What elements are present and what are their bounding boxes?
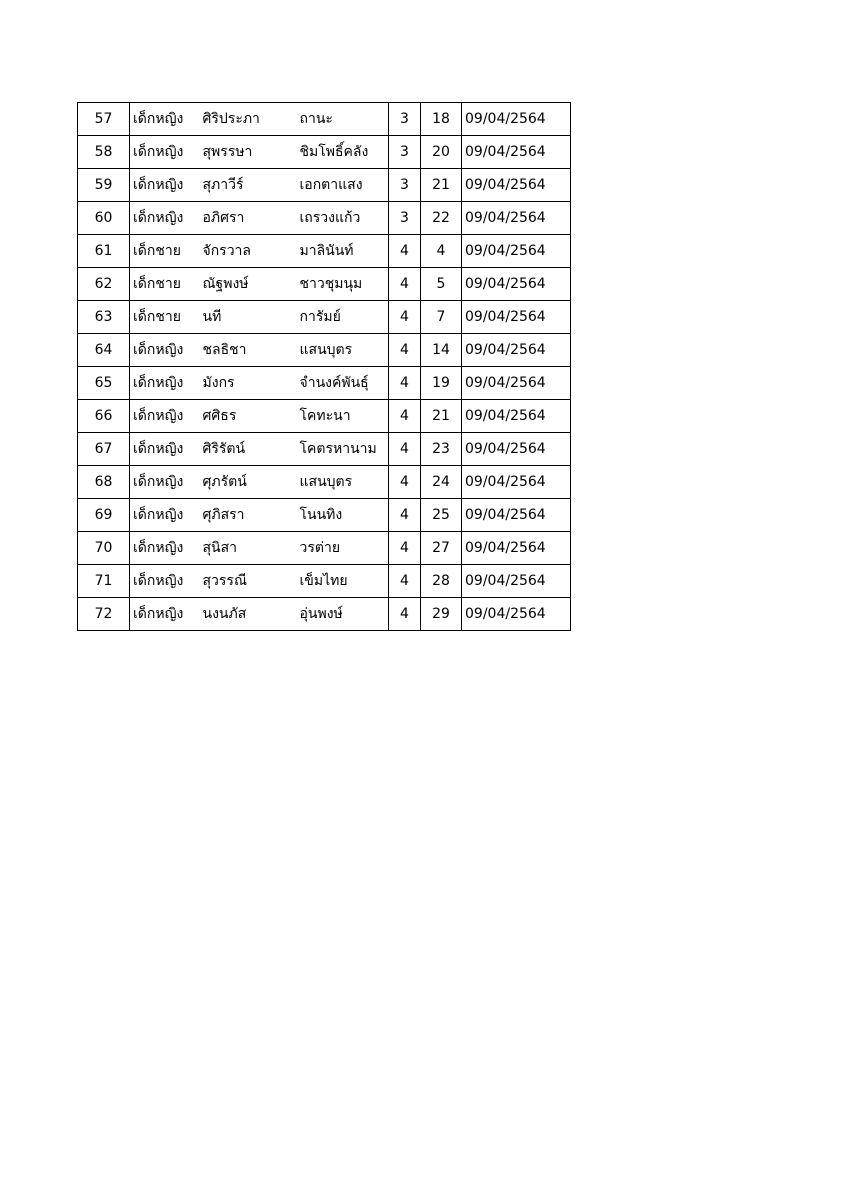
room-cell: 19 (421, 367, 462, 400)
date-cell: 09/04/2564 (462, 301, 571, 334)
first-name-cell: สุนิสา (200, 532, 298, 565)
date-cell: 09/04/2564 (462, 433, 571, 466)
room-cell: 23 (421, 433, 462, 466)
table-row (78, 268, 571, 301)
row-number-cell: 58 (78, 136, 130, 169)
row-number-cell: 71 (78, 565, 130, 598)
grade-cell: 4 (389, 466, 421, 499)
table-row (78, 136, 571, 169)
grade-cell: 4 (389, 367, 421, 400)
grade-cell: 4 (389, 532, 421, 565)
row-number-cell: 72 (78, 598, 130, 631)
date-cell: 09/04/2564 (462, 169, 571, 202)
table-row (78, 598, 571, 631)
first-name-cell: ศศิธร (200, 400, 298, 433)
title-cell: เด็กหญิง (130, 466, 200, 499)
room-cell: 4 (421, 235, 462, 268)
date-cell: 09/04/2564 (462, 334, 571, 367)
row-number-cell: 70 (78, 532, 130, 565)
table-row (78, 103, 571, 136)
date-cell: 09/04/2564 (462, 202, 571, 235)
title-cell: เด็กหญิง (130, 103, 200, 136)
title-cell: เด็กหญิง (130, 598, 200, 631)
date-cell: 09/04/2564 (462, 235, 571, 268)
grade-cell: 4 (389, 598, 421, 631)
room-cell: 20 (421, 136, 462, 169)
room-cell: 21 (421, 400, 462, 433)
room-cell: 25 (421, 499, 462, 532)
room-cell: 27 (421, 532, 462, 565)
first-name-cell: มังกร (200, 367, 298, 400)
date-cell: 09/04/2564 (462, 136, 571, 169)
row-number-cell: 60 (78, 202, 130, 235)
first-name-cell: ศุภรัตน์ (200, 466, 298, 499)
title-cell: เด็กหญิง (130, 169, 200, 202)
student-list-table (77, 102, 571, 631)
room-cell: 21 (421, 169, 462, 202)
last-name-cell: ชิมโพธิ์คลัง (298, 136, 389, 169)
title-cell: เด็กชาย (130, 235, 200, 268)
grade-cell: 4 (389, 334, 421, 367)
row-number-cell: 69 (78, 499, 130, 532)
date-cell: 09/04/2564 (462, 565, 571, 598)
row-number-cell: 63 (78, 301, 130, 334)
title-cell: เด็กชาย (130, 268, 200, 301)
row-number-cell: 59 (78, 169, 130, 202)
first-name-cell: นงนภัส (200, 598, 298, 631)
row-number-cell: 66 (78, 400, 130, 433)
row-number-cell: 68 (78, 466, 130, 499)
title-cell: เด็กหญิง (130, 433, 200, 466)
table-row (78, 466, 571, 499)
table-row (78, 400, 571, 433)
title-cell: เด็กหญิง (130, 532, 200, 565)
date-cell: 09/04/2564 (462, 400, 571, 433)
last-name-cell: เข็มไทย (298, 565, 389, 598)
room-cell: 24 (421, 466, 462, 499)
date-cell: 09/04/2564 (462, 103, 571, 136)
room-cell: 7 (421, 301, 462, 334)
first-name-cell: ชลธิชา (200, 334, 298, 367)
row-number-cell: 57 (78, 103, 130, 136)
date-cell: 09/04/2564 (462, 268, 571, 301)
last-name-cell: โนนทิง (298, 499, 389, 532)
room-cell: 29 (421, 598, 462, 631)
last-name-cell: แสนบุตร (298, 334, 389, 367)
last-name-cell: แสนบุตร (298, 466, 389, 499)
table-row (78, 334, 571, 367)
title-cell: เด็กหญิง (130, 202, 200, 235)
grade-cell: 4 (389, 268, 421, 301)
title-cell: เด็กหญิง (130, 136, 200, 169)
grade-cell: 4 (389, 400, 421, 433)
row-number-cell: 67 (78, 433, 130, 466)
room-cell: 28 (421, 565, 462, 598)
first-name-cell: ศุภิสรา (200, 499, 298, 532)
table-row (78, 433, 571, 466)
last-name-cell: การัมย์ (298, 301, 389, 334)
grade-cell: 3 (389, 169, 421, 202)
table-row (78, 532, 571, 565)
first-name-cell: ณัฐพงษ์ (200, 268, 298, 301)
room-cell: 22 (421, 202, 462, 235)
date-cell: 09/04/2564 (462, 532, 571, 565)
table-body (78, 103, 571, 631)
last-name-cell: เถรวงแก้ว (298, 202, 389, 235)
last-name-cell: เอกตาแสง (298, 169, 389, 202)
last-name-cell: วรต่าย (298, 532, 389, 565)
first-name-cell: นที (200, 301, 298, 334)
title-cell: เด็กหญิง (130, 367, 200, 400)
last-name-cell: ถานะ (298, 103, 389, 136)
grade-cell: 3 (389, 103, 421, 136)
date-cell: 09/04/2564 (462, 466, 571, 499)
row-number-cell: 62 (78, 268, 130, 301)
title-cell: เด็กชาย (130, 301, 200, 334)
first-name-cell: สุวรรณี (200, 565, 298, 598)
table-row (78, 367, 571, 400)
grade-cell: 4 (389, 499, 421, 532)
first-name-cell: จักรวาล (200, 235, 298, 268)
table-row (78, 499, 571, 532)
date-cell: 09/04/2564 (462, 367, 571, 400)
first-name-cell: ศิริรัตน์ (200, 433, 298, 466)
last-name-cell: ชาวชุมนุม (298, 268, 389, 301)
first-name-cell: ศิริประภา (200, 103, 298, 136)
grade-cell: 3 (389, 202, 421, 235)
grade-cell: 4 (389, 301, 421, 334)
date-cell: 09/04/2564 (462, 598, 571, 631)
first-name-cell: สุภาวีร์ (200, 169, 298, 202)
date-cell: 09/04/2564 (462, 499, 571, 532)
last-name-cell: โคตรหานาม (298, 433, 389, 466)
title-cell: เด็กหญิง (130, 334, 200, 367)
last-name-cell: มาลินันท์ (298, 235, 389, 268)
table-row (78, 169, 571, 202)
row-number-cell: 61 (78, 235, 130, 268)
title-cell: เด็กหญิง (130, 565, 200, 598)
title-cell: เด็กหญิง (130, 499, 200, 532)
last-name-cell: โคทะนา (298, 400, 389, 433)
room-cell: 5 (421, 268, 462, 301)
first-name-cell: อภิศรา (200, 202, 298, 235)
grade-cell: 4 (389, 433, 421, 466)
title-cell: เด็กหญิง (130, 400, 200, 433)
last-name-cell: อุ่นพงษ์ (298, 598, 389, 631)
table-row (78, 202, 571, 235)
last-name-cell: จำนงค์พันธุ์ (298, 367, 389, 400)
grade-cell: 3 (389, 136, 421, 169)
table-row (78, 565, 571, 598)
row-number-cell: 64 (78, 334, 130, 367)
room-cell: 14 (421, 334, 462, 367)
grade-cell: 4 (389, 565, 421, 598)
row-number-cell: 65 (78, 367, 130, 400)
table-row (78, 301, 571, 334)
table-row (78, 235, 571, 268)
room-cell: 18 (421, 103, 462, 136)
first-name-cell: สุพรรษา (200, 136, 298, 169)
grade-cell: 4 (389, 235, 421, 268)
